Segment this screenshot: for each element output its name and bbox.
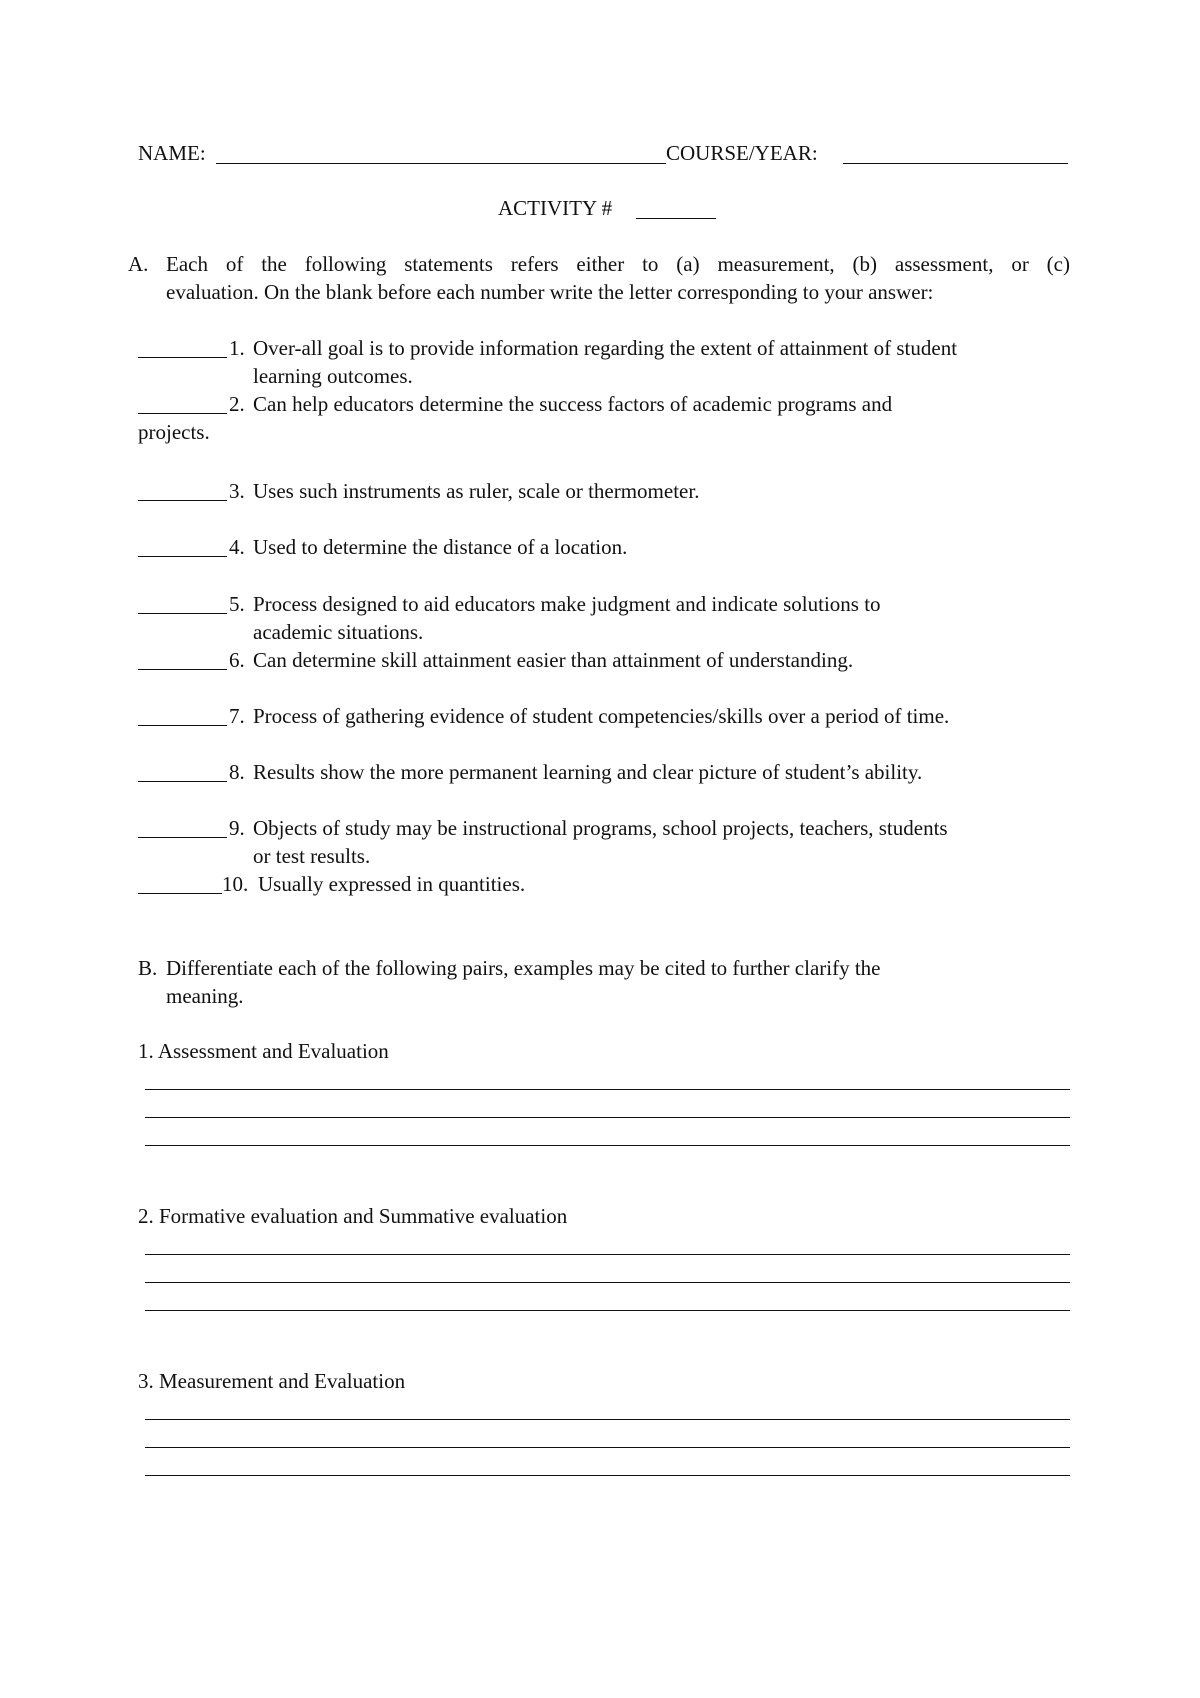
item-text-7: Process of gathering evidence of student competencies/skills over a period of time.	[253, 704, 950, 728]
item-number-8: 8.	[229, 760, 245, 784]
answer-blank-9[interactable]	[138, 837, 227, 838]
part-b-letter: B.	[138, 956, 158, 980]
item-text-6: Can determine skill attainment easier than attainment of understanding.	[253, 648, 854, 672]
answer-line[interactable]	[145, 1145, 1070, 1146]
item-text-5: Process designed to aid educators make judgment and indicate solutions to	[253, 592, 881, 616]
item-number-6: 6.	[229, 648, 245, 672]
pair-label-3: 3. Measurement and Evaluation	[138, 1369, 406, 1393]
item-text-1-cont: learning outcomes.	[253, 364, 413, 388]
item-text-8: Results show the more permanent learning and clear picture of student’s ability.	[253, 760, 923, 784]
part-a-letter: A.	[128, 252, 149, 276]
item-text-5-cont: academic situations.	[253, 620, 424, 644]
answer-line[interactable]	[145, 1447, 1070, 1448]
item-number-10: 10.	[222, 872, 249, 896]
item-text-3: Uses such instruments as ruler, scale or thermometer.	[253, 479, 700, 503]
part-b-instruction-line1: Differentiate each of the following pairs, examples may be cited to further clarify the	[166, 956, 881, 980]
item-number-5: 5.	[229, 592, 245, 616]
answer-blank-1[interactable]	[138, 357, 227, 358]
answer-blank-4[interactable]	[138, 556, 227, 557]
answer-blank-6[interactable]	[138, 669, 227, 670]
answer-blank-3[interactable]	[138, 500, 227, 501]
item-number-2: 2.	[229, 392, 245, 416]
activity-label: ACTIVITY #	[498, 196, 613, 220]
item-text-10: Usually expressed in quantities.	[258, 872, 526, 896]
name-label: NAME:	[138, 141, 206, 165]
answer-blank-8[interactable]	[138, 781, 227, 782]
answer-line[interactable]	[145, 1117, 1070, 1118]
answer-line[interactable]	[145, 1089, 1070, 1090]
answer-blank-2[interactable]	[138, 413, 227, 414]
pair-label-1: 1. Assessment and Evaluation	[138, 1039, 389, 1063]
item-number-3: 3.	[229, 479, 245, 503]
item-number-1: 1.	[229, 336, 245, 360]
answer-line[interactable]	[145, 1282, 1070, 1283]
item-number-7: 7.	[229, 704, 245, 728]
item-number-4: 4.	[229, 535, 245, 559]
pair-label-2: 2. Formative evaluation and Summative evaluation	[138, 1204, 568, 1228]
item-text-4: Used to determine the distance of a location.	[253, 535, 628, 559]
answer-line[interactable]	[145, 1419, 1070, 1420]
answer-line[interactable]	[145, 1475, 1070, 1476]
course-year-label: COURSE/YEAR:	[666, 141, 818, 165]
answer-line[interactable]	[145, 1254, 1070, 1255]
answer-blank-7[interactable]	[138, 725, 227, 726]
activity-number-field[interactable]	[636, 218, 716, 219]
name-field[interactable]	[216, 163, 666, 164]
answer-blank-5[interactable]	[138, 613, 227, 614]
item-text-2-cont: projects.	[138, 420, 210, 444]
course-year-field[interactable]	[843, 163, 1068, 164]
item-text-9-cont: or test results.	[253, 844, 371, 868]
part-a-instruction-line1: Each of the following statements refers either to (a) measurement, (b) assessment, or (c)	[166, 252, 1070, 276]
item-text-9: Objects of study may be instructional programs, school projects, teachers, students	[253, 816, 948, 840]
part-a-instruction-line2: evaluation. On the blank before each number write the letter corresponding to your answer:	[166, 280, 934, 304]
item-number-9: 9.	[229, 816, 245, 840]
item-text-1: Over-all goal is to provide information regarding the extent of attainment of student	[253, 336, 958, 360]
answer-blank-10[interactable]	[138, 893, 222, 894]
item-text-2: Can help educators determine the success factors of academic programs and	[253, 392, 893, 416]
answer-line[interactable]	[145, 1310, 1070, 1311]
part-b-instruction-line2: meaning.	[166, 984, 244, 1008]
